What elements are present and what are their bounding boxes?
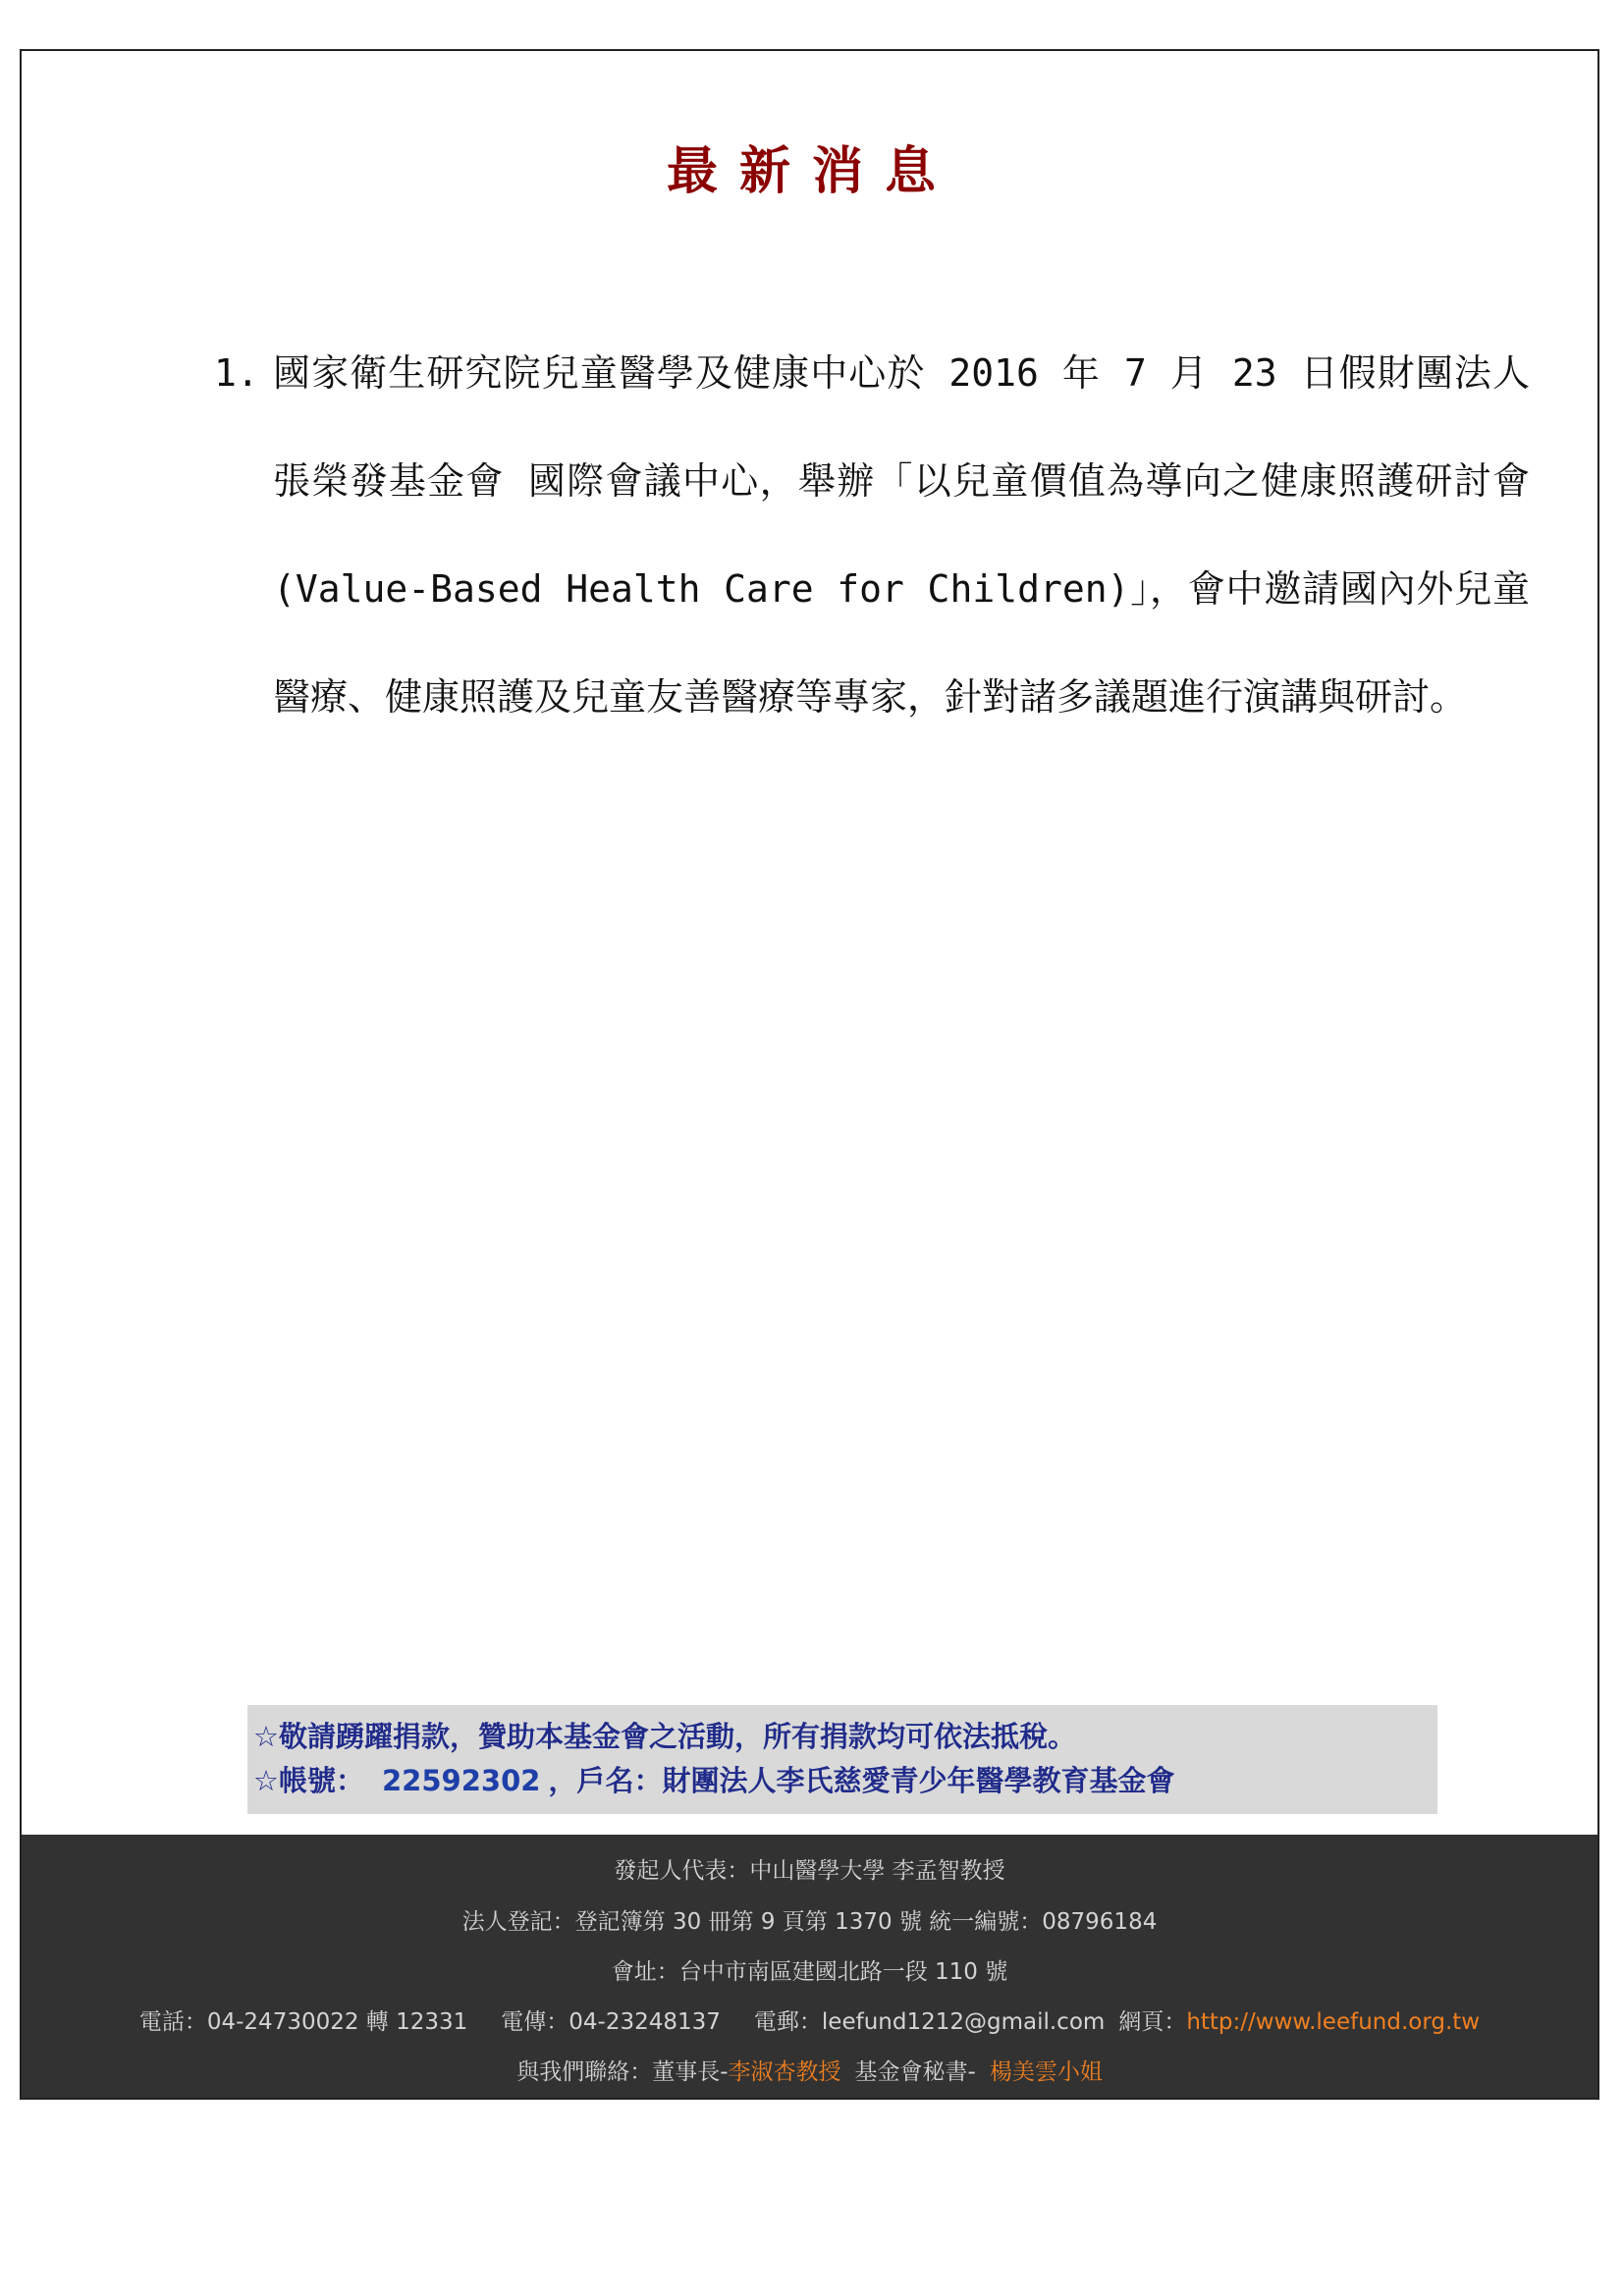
donation-account-number: 22592302 — [382, 1764, 541, 1797]
footer-secretary: 楊美雲小姐 — [989, 2059, 1103, 2085]
footer-registration: 法人登記：登記簿第 30 冊第 9 頁第 1370 號 統一編號：08796184 — [461, 1909, 1158, 1935]
news-item-text: 國家衛生研究院兒童醫學及健康中心於 2016 年 7 月 23 日假財團法人張榮發基金會 國際會議中心，舉辦「以兒童價值為導向之健康照護研討會(Value-Based Health Care for Children)」，會中邀請國內外兒童醫療、健康照護及兒童友善醫療等專家，針對諸多議題進行演講與研討。 — [273, 351, 1530, 719]
donation-account-label: ☆帳號： — [253, 1764, 364, 1797]
news-item — [214, 319, 1530, 751]
footer-address: 會址：台中市南區建國北路一段 110 號 — [611, 1959, 1008, 1985]
donation-box — [247, 1705, 1437, 1814]
footer-web-label: 網頁： — [1118, 2009, 1187, 2035]
footer-fax: 電傳：04-23248137 — [501, 2009, 721, 2035]
footer — [20, 1835, 1599, 2100]
footer-contact-prefix: 與我們聯絡：董事長- — [516, 2059, 729, 2085]
footer-phone: 電話：04-24730022 轉 12331 — [138, 2009, 468, 2035]
footer-contact-us — [22, 2057, 1597, 2087]
footer-web-link[interactable]: http://www.leefund.org.tw — [1186, 2009, 1481, 2035]
donation-appeal: ☆敬請踴躍捐款，贊助本基金會之活動，所有捐款均可依法抵稅。 — [253, 1720, 1076, 1753]
news-item-number: 1. — [214, 351, 259, 395]
footer-secretary-label: 基金會秘書- — [854, 2059, 976, 2085]
footer-chairman: 李淑杏教授 — [728, 2059, 841, 2085]
footer-founder: 發起人代表：中山醫學大學 李孟智教授 — [614, 1858, 1005, 1884]
donation-account-name: ，戶名：財團法人李氏慈愛青少年醫學教育基金會 — [548, 1764, 1175, 1797]
donation-account-line — [253, 1759, 1432, 1803]
page-title: 最新消息 — [666, 142, 957, 201]
footer-contact-info — [22, 2007, 1597, 2037]
footer-email-label: 電郵： — [753, 2009, 822, 2035]
footer-email[interactable]: leefund1212@gmail.com — [821, 2009, 1106, 2035]
